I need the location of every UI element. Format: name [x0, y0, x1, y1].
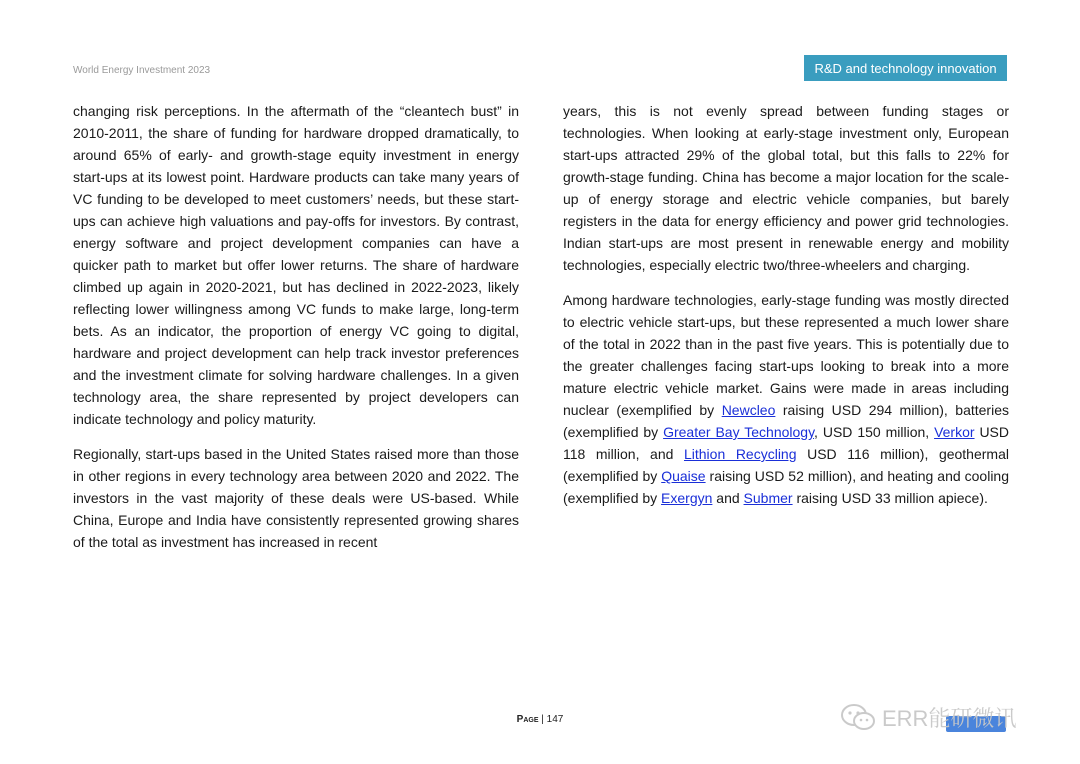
page-separator: | — [538, 714, 547, 725]
left-paragraph-1: changing risk perceptions. In the aftermath of the “cleantech bust” in 2010-2011, the share of funding for hardware dropped dramatically, to around 65% of early- and growth-stage equity investment in energy start-ups at its lowest point. Hardware products can take many years of VC funding to be developed to meet customers’ needs, but these start-ups can achieve high valuations and pay-offs for investors. By contrast, energy software and project development companies can have a quicker path to market but offer lower returns. The share of hardware climbed up again in 2020-2021, but has declined in 2022-2023, likely reflecting lower willingness among VC funds to make large, long-term bets. As an indicator, the proportion of energy VC going to digital, hardware and project development can help track investor preferences and the investment climate for solving hardware challenges. In a given technology area, the share represented by project developers can indicate technology and policy maturity. — [73, 103, 519, 427]
paragraph-text: and — [712, 490, 744, 506]
left-paragraph-2: Regionally, start-ups based in the United States raised more than those in other regions in every technology area between 2020 and 2022. The investors in the vast majority of these deals were US-based. While China, Europe and India have consistently represented growing shares of the total as investment has increased in recent — [73, 446, 519, 550]
page-number: 147 — [546, 714, 564, 725]
paragraph-text: raising USD 52 million), and heating and cooling (exemplified by — [563, 468, 1009, 506]
paragraph-text: USD 116 million), geothermal (exemplified by — [563, 446, 1009, 484]
watermark-text: ERR能研微讯 — [882, 705, 1017, 731]
paragraph-text: Among hardware technologies, early-stage funding was mostly directed to electric vehicle start-ups, but these represented a much lower share of the total in 2022 than in the past five years. This is potentially due to the greater challenges facing start-ups looking to break into a more mature electric vehicle market. Gains were made in areas including nuclear (exemplified by — [563, 292, 1009, 418]
paragraph-text: raising USD 33 million apiece). — [792, 490, 988, 506]
page-label: Page — [516, 714, 539, 725]
report-title: World Energy Investment 2023 — [73, 65, 211, 76]
right-paragraph-2 — [563, 289, 1009, 509]
link-exergyn[interactable]: Exergyn — [661, 490, 713, 506]
link-submer[interactable]: Submer — [743, 490, 793, 506]
link-verkor[interactable]: Verkor — [934, 424, 975, 440]
right-paragraph-1: years, this is not evenly spread between funding stages or technologies. When looking at early-stage investment only, European start-ups attracted 29% of the global total, but this falls to 22% for growth-stage funding. China has become a major location for the scale-up of energy storage and electric vehicle companies, but barely registers in the data for energy efficiency and power grid technologies. Indian start-ups are most present in renewable energy and mobility technologies, especially electric two/three-wheelers and charging. — [563, 103, 1009, 273]
watermark — [840, 700, 1016, 734]
link-greater-bay-technology[interactable]: Greater Bay Technology — [663, 424, 815, 440]
link-newcleo[interactable]: Newcleo — [721, 402, 776, 418]
wechat-icon — [840, 702, 876, 732]
right-column — [563, 100, 1009, 509]
link-lithion-recycling[interactable]: Lithion Recycling — [683, 446, 797, 462]
left-column — [73, 100, 519, 553]
paragraph-text: USD 118 million, and — [563, 424, 1010, 462]
paragraph-text: , USD 150 million, — [814, 424, 935, 440]
link-quaise[interactable]: Quaise — [661, 468, 706, 484]
section-tab: R&D and technology innovation — [804, 55, 1007, 81]
paragraph-text: raising USD 294 million), batteries (exemplified by — [563, 402, 1009, 440]
